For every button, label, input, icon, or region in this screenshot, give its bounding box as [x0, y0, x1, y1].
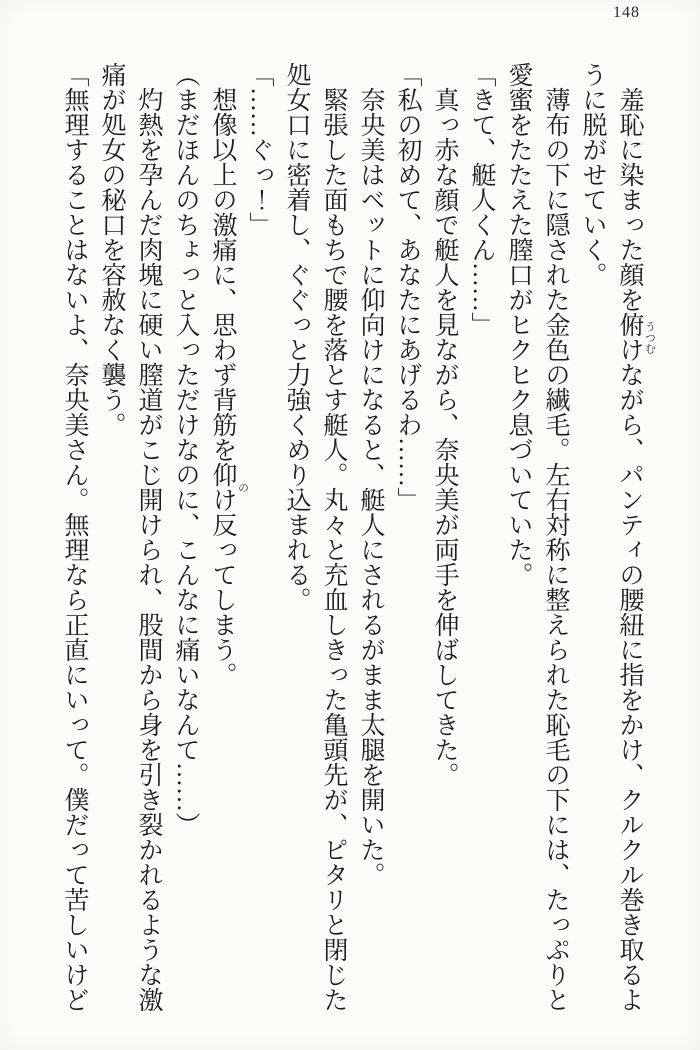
vertical-text-block	[56, 62, 656, 1012]
paragraph: （まだほんのちょっと入っただけなのに、こんなに痛いなんて……）	[172, 62, 199, 837]
page-number: 148	[613, 4, 640, 21]
paragraph: 灼熱を孕んだ肉塊に硬い膣道がこじ開けられ、股間から身を引き裂かれるような激痛が処女の秘口を容赦なく襲う。	[98, 62, 162, 1012]
paragraph: 真っ赤な顔で艇人を見ながら、奈央美が両手を伸ばしてきた。	[431, 87, 458, 787]
paragraph: 想像以上の激痛に、思わず背筋を仰 の け反ってしまう。	[209, 87, 249, 687]
ruby-base: 俯 うつむ	[616, 312, 643, 337]
paragraph: 「無理することはないよ、奈央美さん。無理なら正直にいって。僕だって苦しいけど	[61, 62, 88, 1012]
paragraph: 緊張した面もちで腰を落とす艇人。丸々と充血しきった亀頭先が、ピタリと閉じた処女口に密着し、ぐぐっと力強くめり込まれる。	[283, 62, 347, 1012]
paragraph: 「きて、艇人くん……」	[468, 62, 495, 337]
furigana-text: の	[236, 481, 249, 493]
paragraph: 薄布の下に隠された金色の繊毛。左右対称に整えられた恥毛の下には、たっぷりと愛蜜をたたえた膣口がヒクヒク息づいていた。	[505, 62, 569, 1012]
furigana-text: うつむ	[643, 320, 656, 354]
paragraph: 奈央美はベットに仰向けになると、艇人にされるがまま太腿を開いた。	[357, 87, 384, 887]
ruby-base: 仰 の	[209, 462, 236, 487]
paragraph: 「……ぐっ！」	[246, 62, 273, 237]
paragraph: 「私の初めて、あなたにあげるわ……」	[394, 62, 421, 512]
paragraph: 羞恥に染まった顔を俯 うつむ けながら、パンティの腰紐に指をかけ、クルクル巻き取るように脱がせていく。	[579, 62, 656, 1012]
